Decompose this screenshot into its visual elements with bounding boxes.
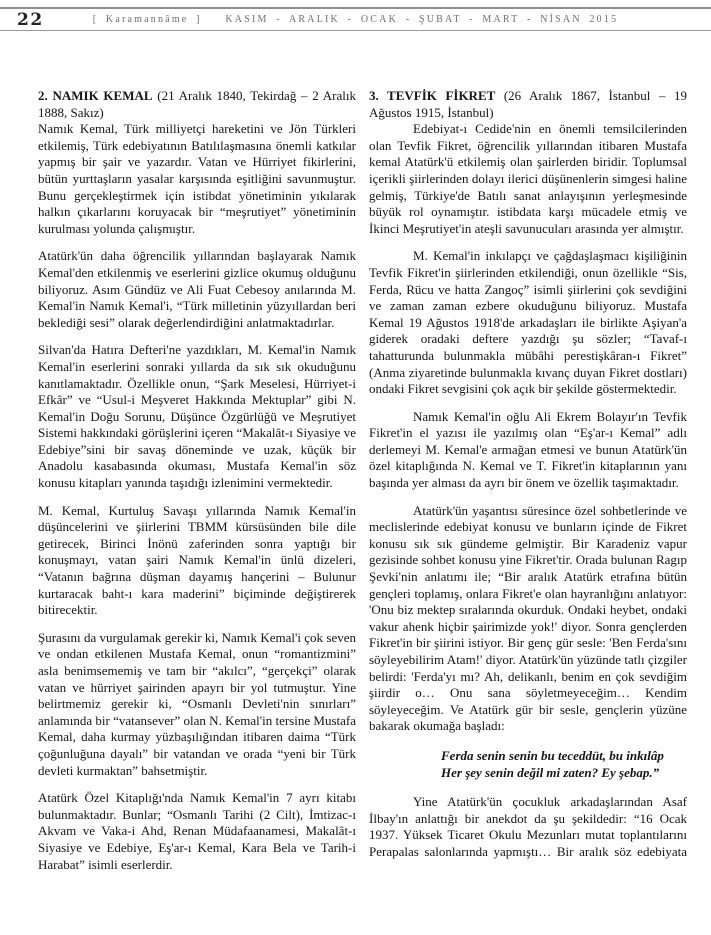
paragraph: Yine Atatürk'ün çocukluk arkadaşlarından Asaf İlbay'ın anlattığı bir anekdot da şu şekildedir: “16 Ocak 1937. Yüksek Ticaret Okulu Mezunları mutat toplantılarını Perapalas salonlarında yapmıştı… Bir aralık söz edebiyata — [369, 794, 687, 859]
paragraph: M. Kemal, Kurtuluş Savaşı yıllarında Namık Kemal'in düşüncelerini ve şiirlerini TBMM kürsüsünden bile dile getirecek, Birinci İnönü zaferinden sonra yaptığı bir konuşmayı, vatan şairi Namık Kemal'in ünlü dizeleri, “Vatanın bağrına düşman dayamış hançerini – Bulunur kurtaracak baht-ı kara maderini” biçiminde değiştirerek bitirecektir. — [38, 502, 356, 618]
paragraph: Silvan'da Hatıra Defteri'ne yazdıkları, M. Kemal'in Namık Kemal'in eserlerini sonraki yıllarda da sık sık okuduğunu kanıtlamaktadır. Özellikle onun, “Şark Meselesi, Hürriyet-i Efkâr” ve “Usul-i Meşveret Hakkında Mektuplar” gibi N. Kemal'in Doğu Sorunu, Düşünce Özgürlüğü ve Meşrutiyet Sistemi hakkındaki görüşlerini içeren “Makalât-ı Siyasiye ve Edebiye”sini bir savaş döneminde ve uzak, küçük bir Anadolu kasabasında okuması, Mustafa Kemal'in söz konusu kitapları yanında taşıdığı izlenimini vermektedir. — [38, 342, 356, 491]
journal-title: [ Karamannâme ] — [92, 14, 202, 25]
issue-months: KASIM - ARALIK - OCAK - ŞUBAT - MART - NİSAN 2015 — [225, 14, 619, 25]
article-heading-namik-kemal — [38, 88, 356, 121]
poem-line: Her şey senin değil mi zaten? Ey şebap.” — [441, 764, 660, 780]
paragraph: Namık Kemal'in oğlu Ali Ekrem Bolayır'ın Tevfik Fikret'in el yazısı ile yazılmış olan “Eş'ar-ı Kemal” adlı derlemeyi M. Kemal'e armağan etmesi ve bunun Atatürk'ün özel kitaplığında N. Kemal ve T. Fikret'in kitaplarının yanı başında yer alması da ayrı bir önem ve özellik taşımaktadır. — [369, 408, 687, 491]
page-number: 22 — [17, 10, 44, 30]
article-dates: (26 Aralık 1867, İstanbul – 19 Ağustos 1915, İstanbul) — [369, 88, 687, 120]
article-dates: (21 Aralık 1840, Tekirdağ – 2 Aralık 1888, Sakız) — [38, 88, 356, 120]
article-title: 3. TEVFİK FİKRET — [369, 88, 496, 103]
paragraph: Edebiyat-ı Cedide'nin en önemli temsilcilerinden olan Tevfik Fikret, öğrencilik yıllarından itibaren Mustafa kemal Atatürk'ü etkilemiş olan şairlerden biridir. Toplumsal içerikli şiirlerinden dolayı ilerici düşünenlerin simgesi haline gelmiş, Türkiye'de Batılı sanat anlayışının yerleşmesinde büyük rol oynamıştır. istibdata karşı mücadele etmiş ve İkinci Meşrutiyet'in ateşli savunucuları arasında yer almıştır. — [369, 121, 687, 236]
paragraph: Şurasını da vurgulamak gerekir ki, Namık Kemal'i çok seven ve ondan etkilenen Mustafa Kemal, onun “romantizmini” asla benimsememiş ve tam bir “akılcı”, “gerçekçi” olarak vatan ve hürriyet şairinden apayrı bir yol tutmuştur. Yine belirtmemiz gerekir ki, “Osmanlı Devleti'nin sınırları” anlamında bir “vatansever” olan N. Kemal'in tersine Mustafa Kemal, daha kurmay yüzbaşılığından itibaren daima “Türk çoğunluğuna dayalı” bir vatandan ve orada “yeni bir Türk devleti kurmaktan” bahsetmiştir. — [38, 629, 356, 778]
header-title-bar — [0, 14, 711, 25]
article-body — [38, 88, 687, 884]
paragraph: M. Kemal'in inkılapçı ve çağdaşlaşmacı kişiliğinin Tevfik Fikret'in şiirlerinden etkilendiği, onun özellikle “Sis, Ferda, Rücu ve hatta Zangoç” isimli şiirlerini çok sevdiğini ve zaman zaman ezbere okuduğunu biliyoruz. Mustafa Kemal 19 Ağustos 1918'de arkadaşları ile birlikte Aşiyan'a giderek oradaki deftere yazdığı şu sözler; “Tavaf-ı tahatturunda bulunmakla mübâhi perestişkâran-ı Fikret” (Anma ziyaretinde bulunmakla kıvanç duyan Fikret dostları) ondaki Fikret sevgisini çok açık bir şekilde göstermektedir. — [369, 248, 687, 397]
paragraph: Atatürk'ün daha öğrencilik yıllarından başlayarak Namık Kemal'den etkilenmiş ve eserlerini gizlice okumuş olduğunu biliyoruz. Asım Gündüz ve Ali Fuat Cebesoy anılarında M. Kemal'in Namık Kemal'i, “Türk milletinin yüzyıllardan beri beklediği sesi” olarak değerlendirdiğini anlatmaktadırlar. — [38, 248, 356, 330]
paragraph: Namık Kemal, Türk milliyetçi hareketini ve Jön Türkleri etkilemiş, Türk edebiyatının Batılılaşmasına önemli katkılar yapmış bir şair ve yazardır. Vatan ve Hürriyet fikirlerini, bütün yurttaşların yasalar karşısında eşitliğini savunmuştur. Bunu gerçekleştirmek için istibdat yönetiminin yıkılarak halkın çıkarlarını koruyacak bir “meşrutiyet” yönetiminin kurulması yolunda çalışmıştır. — [38, 121, 356, 236]
article-title: 2. NAMIK KEMAL — [38, 88, 153, 103]
article-heading-tevfik-fikret — [369, 88, 687, 121]
paragraph: Atatürk Özel Kitaplığı'nda Namık Kemal'in 7 ayrı kitabı bulunmaktadır. Bunlar; “Osmanlı Tarihi (2 Cilt), İmtizac-ı Akvam ve Vaka-i Ahd, Renan Müdafaanamesi, Makalât-ı Siyasiye ve Edebiye, Eş'ar-ı Kemal, Kara Bela ve Tarih-i Harabat” isimli eserlerdir. — [38, 790, 356, 872]
right-column — [369, 88, 687, 884]
poem-line: Ferda senin senin bu teceddüt, bu inkılâp — [441, 747, 664, 763]
poem-quote — [441, 748, 687, 781]
running-header — [0, 7, 711, 31]
left-column — [38, 88, 356, 884]
paragraph: Atatürk'ün yaşantısı süresince özel sohbetlerinde ve meclislerinde edebiyat konusu ve bunların içinde de Fikret konusu sık sık gündeme gelmiştir. Bir Karadeniz vapur gezisinde sohbet konusu yine Fikret'tir. Orada bulunan Ragıp Şevki'nin anlatımı ile; “Bir aralık Atatürk etrafına bütün gençleri toplamış, onlara Fikret'e olan hayranlığını anlatıyor: 'Onu biz mektep sıralarında okurduk. Ondaki heybet, ondaki vakur ahenk hiçbir şairimizde yok!' diyor. Sonra gençlerden Fikret'in bir şiirini istiyor. Bir genç gür sesle: 'Ben Ferda'sını söyleyebilirim Atam!' diyor. Atatürk'ün yüzünde tatlı çizgiler belirdi: 'Ferda'yı mı? Ah, delikanlı, benim en çok sevdiğim şiirdir o… Onu sana söyletmeyeceğim… Kendim söyleyeceğim. Ve Atatürk gür bir sesle, gençlerin yüzüne bakarak okumağa başladı: — [369, 502, 687, 734]
